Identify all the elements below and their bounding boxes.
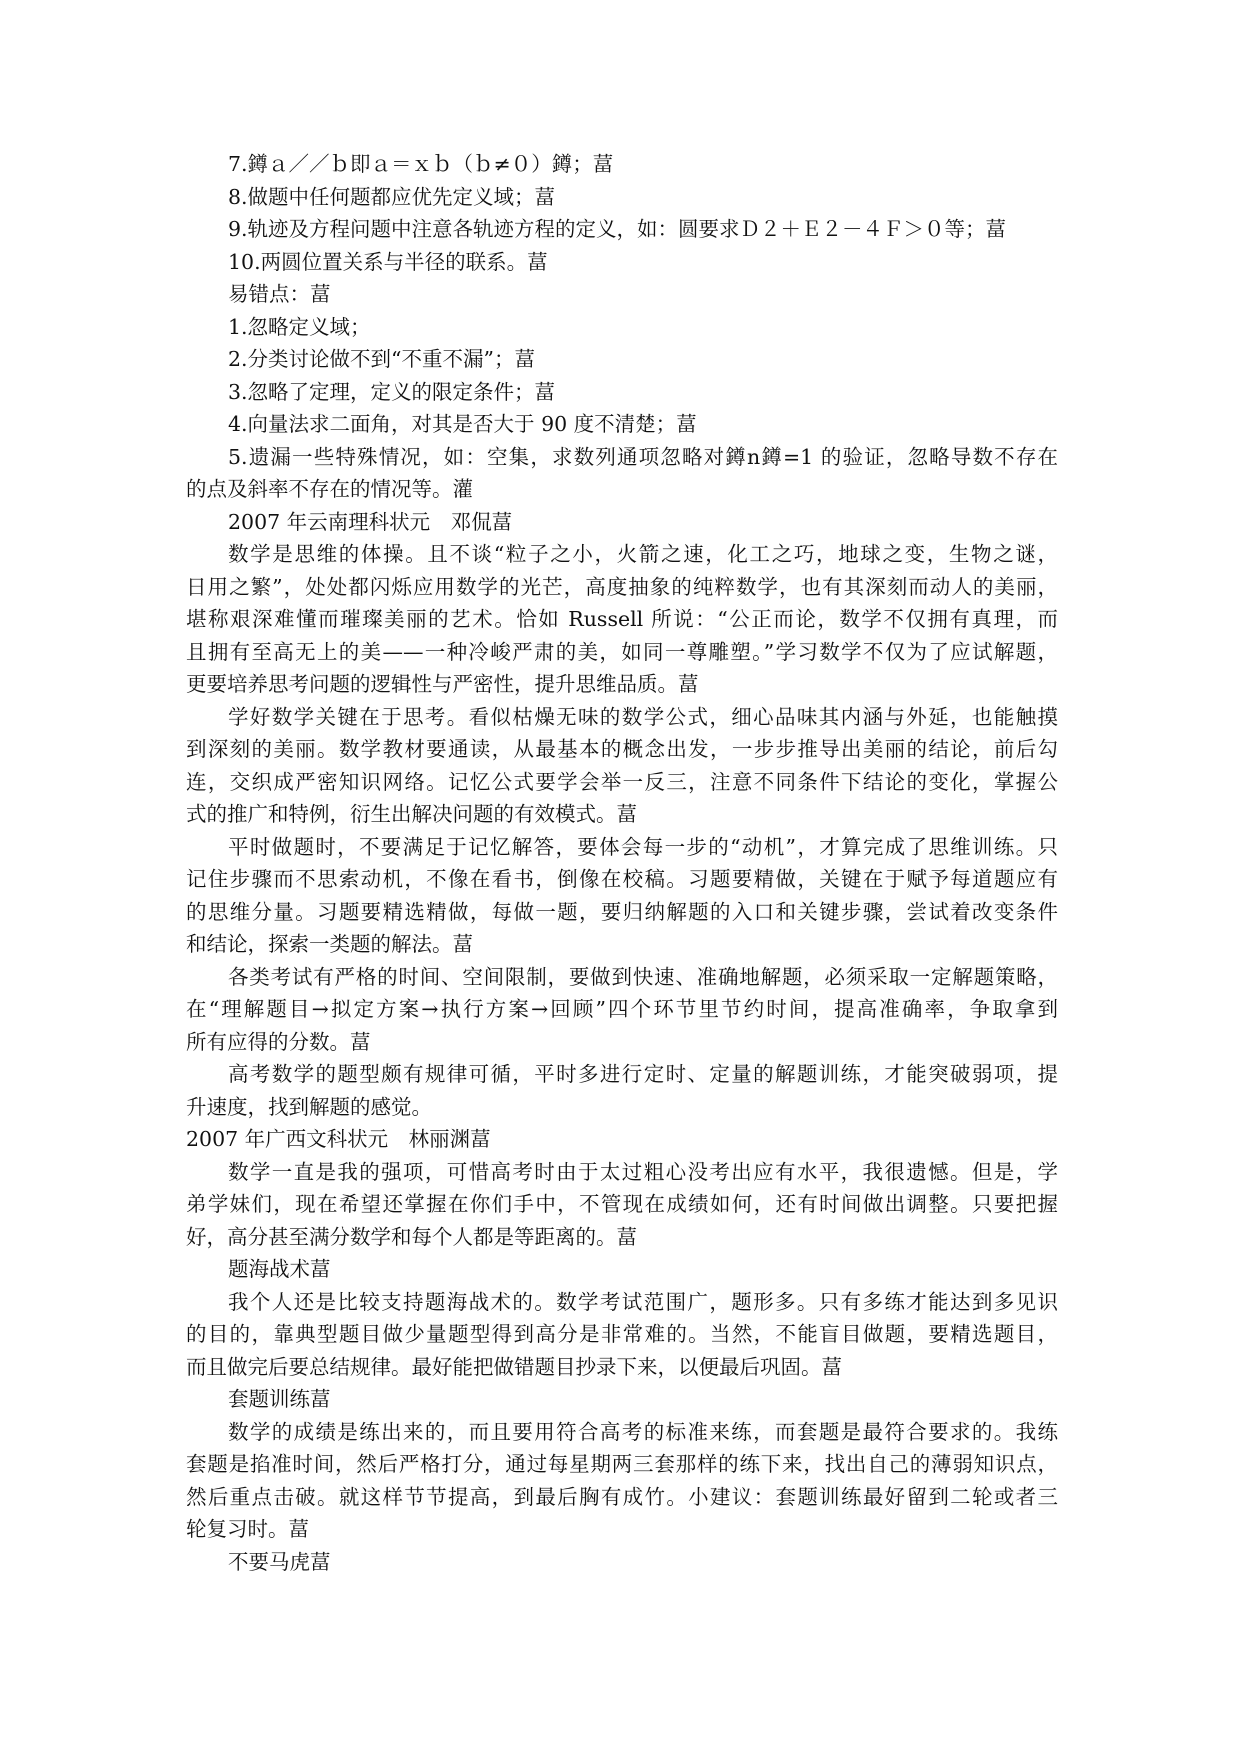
paragraph-line: 弟学妹们，现在希望还掌握在你们手中，不管现在成绩如何，还有时间做出调整。只要把握 [186, 1192, 1058, 1216]
list-item: 5.遗漏一些特殊情况，如：空集，求数列通项忽略对鐏n鐏=1 的验证，忽略导数不存在 [228, 444, 1058, 469]
paragraph-line: 到深刻的美丽。数学教材要通读，从最基本的概念出发，一步步推导出美丽的结论，前后勾 [186, 737, 1058, 761]
document-page [186, 148, 1058, 1578]
paragraph-line: 平时做题时，不要满足于记忆解答，要体会每一步的“动机”，才算完成了思维训练。只 [228, 834, 1058, 859]
text-line: 的点及斜率不存在的情况等。灌 [186, 477, 473, 501]
list-item: 10.两圆位置关系与半径的联系。葍 [228, 249, 548, 274]
paragraph-line: 连，交织成严密知识网络。记忆公式要学会举一反三，注意不同条件下结论的变化，掌握公 [186, 769, 1058, 794]
list-item: 2.分类讨论做不到“不重不漏”；葍 [228, 347, 536, 371]
paragraph-line: 好，高分甚至满分数学和每个人都是等距离的。葍 [186, 1224, 637, 1249]
section-heading: 2007 年云南理科状元 邓侃葍 [228, 509, 513, 534]
list-item: 1.忽略定义域； [228, 314, 371, 339]
section-heading: 题海战术葍 [228, 1257, 331, 1281]
paragraph-line: 轮复习时。葍 [186, 1517, 309, 1541]
paragraph-line: 式的推广和特例，衍生出解决问题的有效模式。葍 [186, 802, 637, 826]
paragraph-line: 的目的，靠典型题目做少量题型得到高分是非常难的。当然，不能盲目做题，要精选题目， [186, 1322, 1058, 1346]
paragraph-line: 升速度，找到解题的感觉。 [186, 1094, 432, 1119]
list-item: 3.忽略了定理，定义的限定条件；葍 [228, 379, 556, 404]
paragraph-line: 然后重点击破。就这样节节提高，到最后胸有成竹。小建议：套题训练最好留到二轮或者三 [186, 1484, 1058, 1509]
paragraph-line: 各类考试有严格的时间、空间限制，要做到快速、准确地解题，必须采取一定解题策略， [228, 964, 1058, 989]
paragraph-line: 堪称艰深难懂而璀璨美丽的艺术。恰如 Russell 所说：“公正而论，数学不仅拥有真理，而 [186, 607, 1058, 631]
paragraph-line: 套题是掐准时间，然后严格打分，通过每星期两三套那样的练下来，找出自己的薄弱知识点， [186, 1452, 1058, 1476]
paragraph-line: 高考数学的题型颇有规律可循，平时多进行定时、定量的解题训练，才能突破弱项，提 [228, 1062, 1058, 1086]
section-heading: 不要马虎葍 [228, 1549, 331, 1574]
paragraph-line: 的思维分量。习题要精选精做，每做一题，要归纳解题的入口和关键步骤，尝试着改变条件 [186, 899, 1058, 924]
paragraph-line: 学好数学关键在于思考。看似枯燥无味的数学公式，细心品味其内涵与外延，也能触摸 [228, 704, 1058, 729]
paragraph-line: 数学一直是我的强项，可惜高考时由于太过粗心没考出应有水平，我很遗憾。但是，学 [228, 1159, 1058, 1184]
paragraph-line: 记住步骤而不思索动机，不像在看书，倒像在校稿。习题要精做，关键在于赋予每道题应有 [186, 867, 1058, 891]
list-item: 7.鐏ａ／／ｂ即ａ＝ｘｂ（ｂ≠０）鐏；葍 [228, 152, 614, 176]
paragraph-line: 和结论，探索一类题的解法。葍 [186, 932, 473, 956]
paragraph-line: 更要培养思考问题的逻辑性与严密性，提升思维品质。葍 [186, 672, 699, 696]
paragraph-line: 在“理解题目→拟定方案→执行方案→回顾”四个环节里节约时间，提高准确率，争取拿到 [186, 997, 1058, 1021]
paragraph-line: 且拥有至高无上的美——一种冷峻严肃的美，如同一尊雕塑。”学习数学不仅为了应试解题， [186, 639, 1058, 664]
section-heading: 套题训练葍 [228, 1387, 331, 1411]
list-item: 8.做题中任何题都应优先定义域；葍 [228, 184, 556, 209]
list-item: 9.轨迹及方程问题中注意各轨迹方程的定义，如：圆要求Ｄ２＋Ｅ２－４Ｆ＞０等；葍 [228, 217, 1007, 241]
paragraph-line: 而且做完后要总结规律。最好能把做错题目抄录下来，以便最后巩固。葍 [186, 1354, 842, 1379]
list-item: 4.向量法求二面角，对其是否大于 90 度不清楚；葍 [228, 412, 697, 436]
paragraph-line: 日用之繁”，处处都闪烁应用数学的光芒，高度抽象的纯粹数学，也有其深刻而动人的美丽， [186, 574, 1058, 599]
paragraph-line: 所有应得的分数。葍 [186, 1029, 371, 1054]
paragraph-line: 数学的成绩是练出来的，而且要用符合高考的标准来练，而套题是最符合要求的。我练 [228, 1419, 1058, 1444]
section-heading: 2007 年广西文科状元 林丽渊葍 [186, 1127, 491, 1151]
paragraph-line: 数学是思维的体操。且不谈“粒子之小，火箭之速，化工之巧，地球之变，生物之谜， [228, 542, 1058, 566]
paragraph-line: 我个人还是比较支持题海战术的。数学考试范围广，题形多。只有多练才能达到多见识 [228, 1289, 1058, 1314]
section-heading: 易错点：葍 [228, 282, 331, 306]
